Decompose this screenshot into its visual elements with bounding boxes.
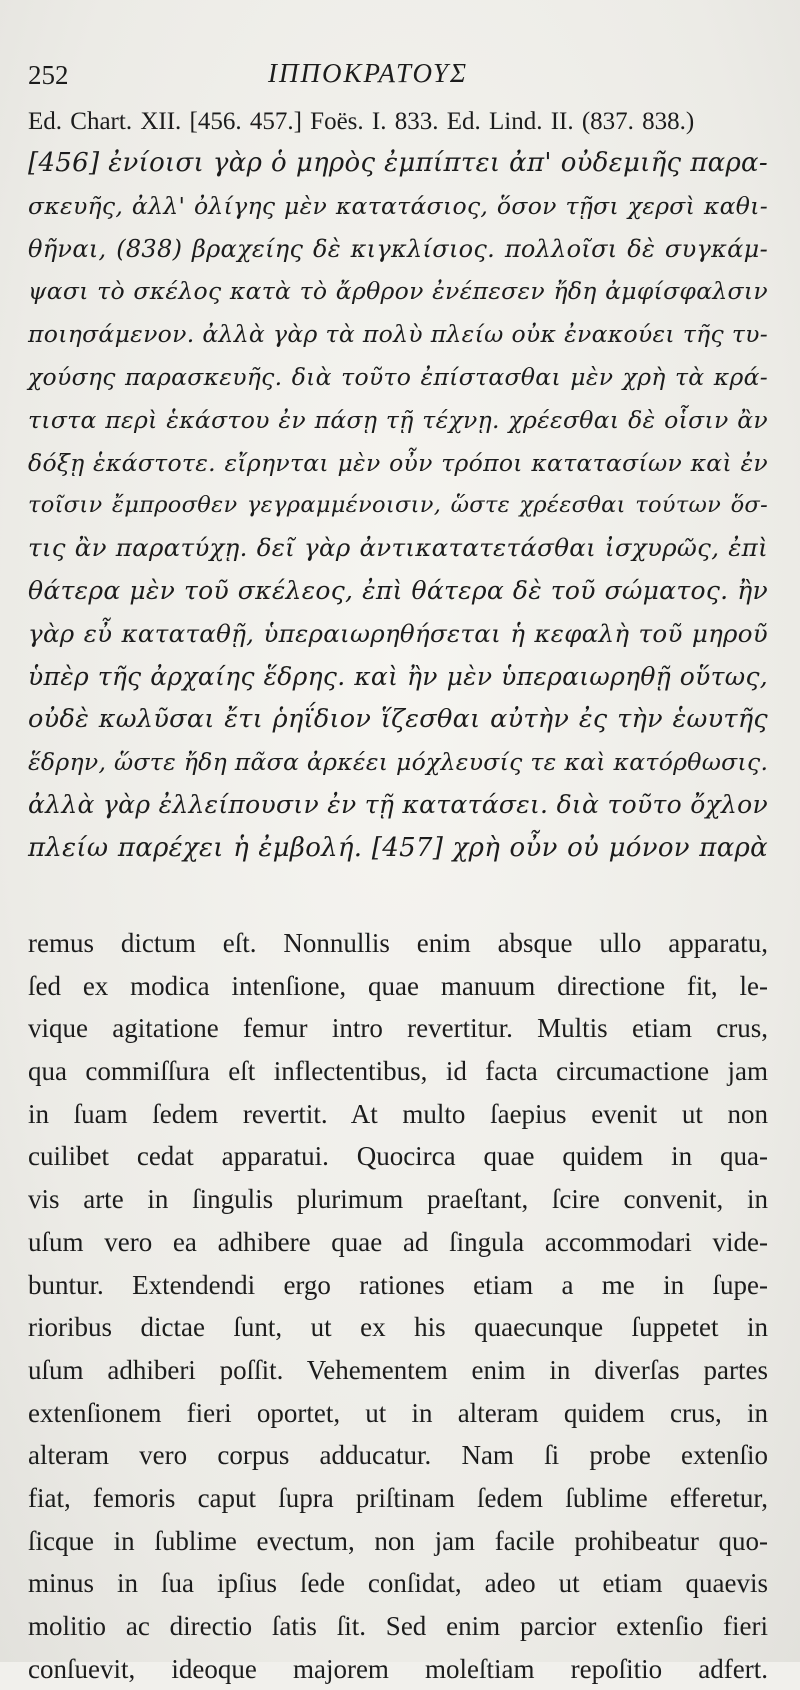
greek-text-line: ὑπὲρ τῆς ἀρχαίης ἕδρης. καὶ ἢν μὲν ὑπεραιωρηθῇ οὕτως, xyxy=(28,661,768,691)
latin-text-line: molitio ac directio ſatis ſit. Sed enim parcior extenſio fieri xyxy=(28,1611,768,1641)
latin-text-line: alteram vero corpus adducatur. Nam ſi probe extenſio xyxy=(28,1440,768,1471)
greek-text-line: γὰρ εὖ καταταθῇ, ὑπεραιωρηθήσεται ἡ κεφαλὴ τοῦ μηροῦ xyxy=(28,618,768,648)
latin-text-line: vique agitatione femur intro revertitur. Multis etiam crus, xyxy=(28,1013,768,1044)
greek-text-line: τις ἂν παρατύχῃ. δεῖ γὰρ ἀντικατατετάσθαι ἰσχυρῶς, ἐπὶ xyxy=(28,533,768,563)
latin-text-line: uſum vero ea adhibere quae ad ſingula accommodari vide- xyxy=(28,1226,768,1257)
greek-text-line: ποιησάμενον. ἀλλὰ γὰρ τὰ πολὺ πλείω οὐκ ἐνακούει τῆς τυ- xyxy=(28,320,768,349)
greek-text-line: τιστα περὶ ἑκάστου ἐν πάσῃ τῇ τέχνῃ. χρέεσθαι δὲ οἷσιν ἂν xyxy=(28,405,768,434)
greek-text-line: θῆναι, (838) βραχείης δὲ κιγκλίσιος. πολλοῖσι δὲ συγκάμ- xyxy=(28,234,768,263)
latin-text-line: qua commiſſura eſt inflectentibus, id facta circumactione jam xyxy=(28,1056,768,1087)
latin-text-line: cuilibet cedat apparatui. Quocirca quae quidem in qua- xyxy=(28,1141,768,1172)
greek-text-line: οὐδὲ κωλῦσαι ἔτι ῥηΐδιον ἵζεσθαι αὐτὴν ἐς τὴν ἑωυτῆς xyxy=(28,704,768,735)
greek-text-line: ἀλλὰ γὰρ ἐλλείπουσιν ἐν τῇ κατατάσει. διὰ τοῦτο ὄχλον xyxy=(28,789,768,819)
latin-text-line: uſum adhiberi poſſit. Vehementem enim in diverſas partes xyxy=(28,1354,768,1385)
greek-text-line: θάτερα μὲν τοῦ σκέλεος, ἐπὶ θάτερα δὲ τοῦ σώματος. ἢν xyxy=(28,575,768,605)
page-header xyxy=(28,52,768,96)
greek-text-line: ἕδρην, ὥστε ἤδη πᾶσα ἀρκέει μόχλευσίς τε καὶ κατόρθωσις. xyxy=(28,748,769,777)
greek-text-line: ψασι τὸ σκέλος κατὰ τὸ ἄρθρον ἐνέπεσεν ἤδη ἀμφίσφαλσιν xyxy=(28,277,768,306)
edition-reference-line: Ed. Chart. XII. [456. 457.] Foës. I. 833. Ed. Lind. II. (837. 838.) xyxy=(28,108,695,135)
latin-text-line: ſicque in ſublime evectum, non jam facile prohibeatur quo- xyxy=(28,1525,768,1556)
greek-text-line: πλείω παρέχει ἡ ἐμβολή. [457] χρὴ οὖν οὐ μόνον παρὰ xyxy=(28,832,768,863)
page-number: 252 xyxy=(28,60,69,90)
greek-text-line: [456] ἐνίοισι γὰρ ὁ μηρὸς ἐμπίπτει ἀπ' οὐδεμιῆς παρα- xyxy=(28,148,768,178)
latin-translation-block xyxy=(28,922,768,1690)
greek-text-line: δόξῃ ἑκάστοτε. εἴρηνται μὲν οὖν τρόποι κατατασίων καὶ ἐν xyxy=(28,448,768,477)
greek-text-block xyxy=(28,142,768,870)
latin-text-line: conſuevit, ideoque majorem moleſtiam repoſitio adfert. xyxy=(28,1653,768,1684)
running-title: ΙΠΠΟΚΡΑΤΟΥΣ xyxy=(268,58,469,88)
latin-text-line: fiat, femoris caput ſupra priſtinam ſedem ſublime efferetur, xyxy=(28,1482,768,1513)
latin-text-line: vis arte in ſingulis plurimum praeſtant, ſcire convenit, in xyxy=(28,1184,768,1215)
latin-text-line: buntur. Extendendi ergo rationes etiam a me in ſupe- xyxy=(28,1269,768,1300)
latin-text-line: ſed ex modica intenſione, quae manuum directione fit, le- xyxy=(28,970,768,1001)
latin-text-line: in ſuam ſedem revertit. At multo ſaepius evenit ut non xyxy=(28,1098,768,1129)
latin-text-line: extenſionem fieri oportet, ut in alteram quidem crus, in xyxy=(28,1397,768,1428)
greek-text-line: χούσης παρασκευῆς. διὰ τοῦτο ἐπίστασθαι μὲν χρὴ τὰ κρά- xyxy=(28,362,768,391)
latin-text-line: remus dictum eſt. Nonnullis enim absque ullo apparatu, xyxy=(28,928,768,958)
latin-text-line: rioribus dictae ſunt, ut ex his quaecunque ſuppetet in xyxy=(28,1312,768,1343)
greek-text-line: τοῖσιν ἔμπροσθεν γεγραμμένοισιν, ὥστε χρέεσθαι τούτων ὅσ- xyxy=(28,492,768,519)
greek-text-line: σκευῆς, ἀλλ' ὀλίγης μὲν κατατάσιος, ὅσον τῇσι χερσὶ καθι- xyxy=(28,191,768,220)
latin-text-line: minus in ſua ipſius ſede conſidat, adeo ut etiam quaevis xyxy=(28,1568,768,1599)
